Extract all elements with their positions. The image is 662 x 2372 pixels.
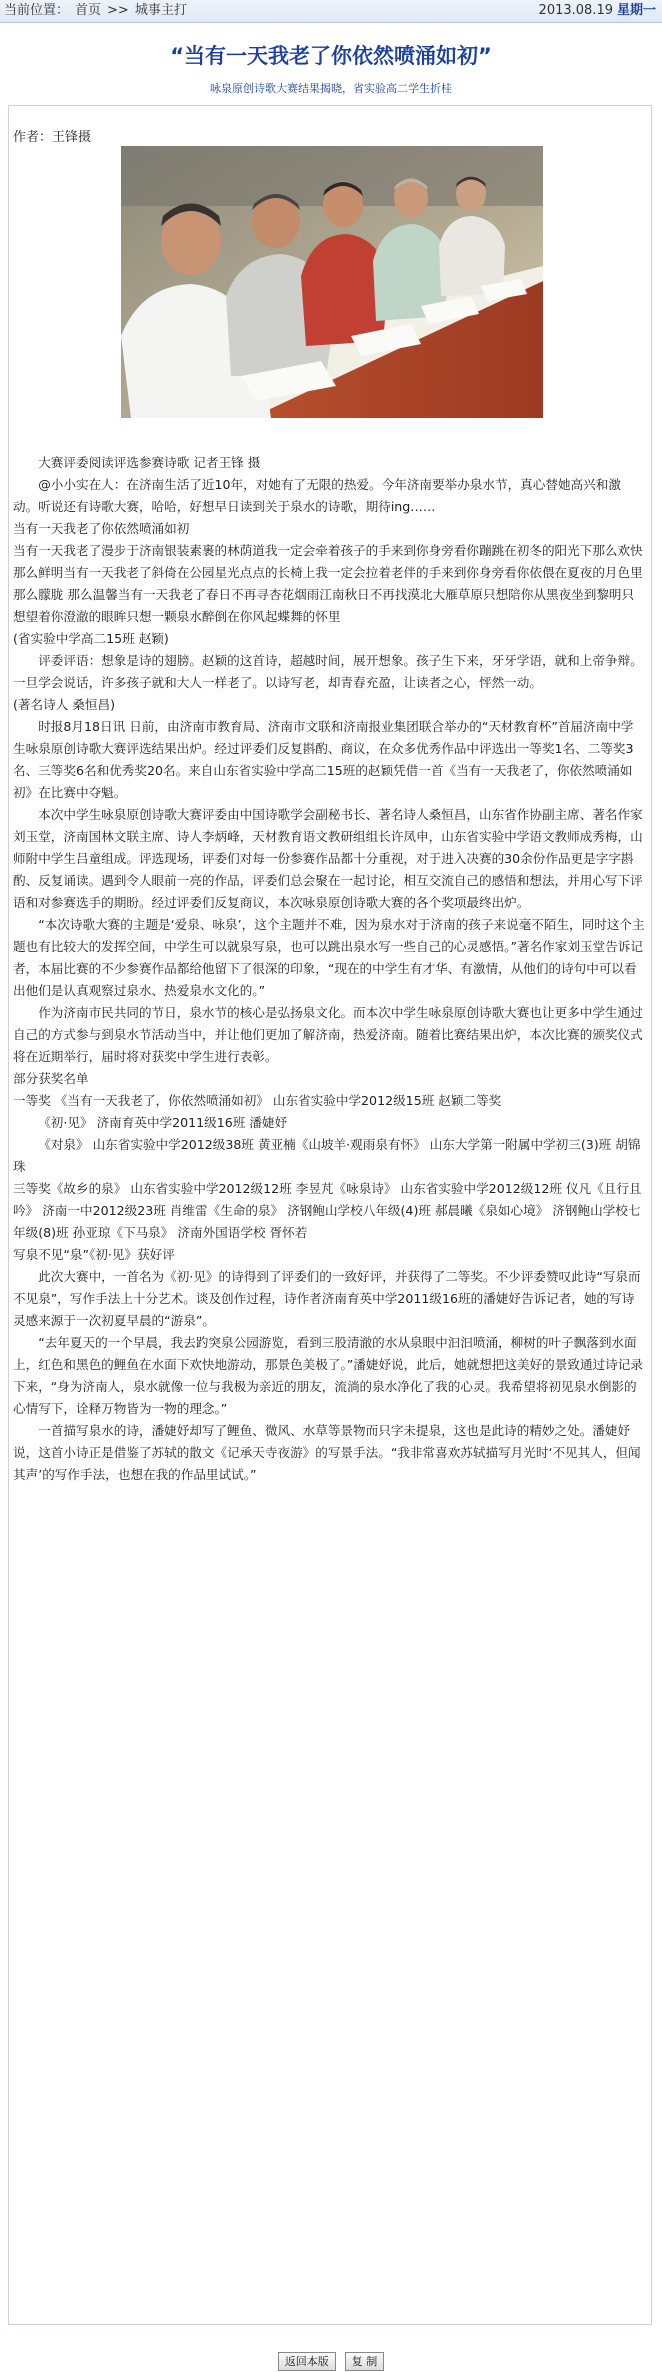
breadcrumb-home-link[interactable]: 首页 bbox=[75, 3, 102, 18]
article-paragraph: 作为济南市民共同的节日，泉水节的核心是弘扬泉文化。而本次中学生咏泉原创诗歌大赛也让更多中学生通过自己的方式参与到泉水节活动当中，并让他们更加了解济南，热爱济南。随着比赛结果出炉，本次比赛的颁奖仪式将在近期举行，届时将对获奖中学生进行表彰。 bbox=[13, 1005, 643, 1064]
top-bar bbox=[0, 0, 662, 23]
article-paragraph: 时报8月18日讯 日前，由济南市教育局、济南市文联和济南报业集团联合举办的“天材教育杯”首届济南中学生咏泉原创诗歌大赛评选结果出炉。经过评委们反复斟酌、商议，在众多优秀作品中评选出一等奖1名、二等奖3名、三等奖6名和优秀奖20名。来自山东省实验中学高二15班的赵颖凭借一首《当有一天我老了，你依然喷涌如初》在比赛中夺魁。 bbox=[13, 719, 634, 800]
date-text: 2013.08.19 bbox=[538, 3, 613, 18]
article-paragraph: 三等奖《故乡的泉》 山东省实验中学2012级12班 李昱芃《咏泉诗》 山东省实验中学2012级12班 仪凡《且行且吟》 济南一中2012级23班 肖维雷《生命的泉》 济钢鲍山学校八年级(4)班 郝晨曦《泉如心境》 济钢鲍山学校七年级(8)班 孙亚琼《下马泉》 济南外国语学校 胥怀若 bbox=[13, 1181, 642, 1240]
article-body bbox=[13, 452, 645, 1486]
article-paragraph: 一首描写泉水的诗，潘婕妤却写了鲤鱼、微风、水草等景物而只字未提泉，这也是此诗的精妙之处。潘婕妤说，这首小诗正是借鉴了苏轼的散文《记承天寺夜游》的写景手法。“我非常喜欢苏轼描写月光时‘不见其人，但闻其声’的写作手法，也想在我的作品里试试。” bbox=[13, 1423, 641, 1482]
article-paragraph: 写泉不见“泉”《初·见》获好评 bbox=[13, 1247, 175, 1262]
breadcrumb-section-link[interactable]: 城事主打 bbox=[134, 3, 187, 18]
date-display bbox=[539, 0, 656, 22]
weekday-text: 星期一 bbox=[616, 3, 656, 18]
article-paragraph: (省实验中学高二15班 赵颖) bbox=[13, 631, 169, 646]
judges-reading-photo bbox=[121, 146, 543, 418]
article-paragraph: @小小实在人：在济南生活了近10年，对她有了无限的热爱。今年济南要举办泉水节，真心替她高兴和激动。听说还有诗歌大赛，哈哈，好想早日读到关于泉水的诗歌，期待ing…… bbox=[13, 477, 621, 514]
article-paragraph: 当有一天我老了漫步于济南银装素裹的林荫道我一定会牵着孩子的手来到你身旁看你蹦跳在初冬的阳光下那么欢快 那么鲜明当有一天我老了斜倚在公园星光点点的长椅上我一定会拉着老伴的手来到你身旁看你依偎在夏夜的月色里那么朦胧 那么温馨当有一天我老了春日不再寻杏花烟雨江南秋日不再找漠北大雁草原只想陪你从黑夜坐到黎明只想望着你澄澈的眼眸只想一颗泉水醉倒在你风起蝶舞的怀里 bbox=[13, 543, 643, 624]
article-subtitle: 咏泉原创诗歌大赛结果揭晓，省实验高二学生折桂 bbox=[210, 82, 452, 95]
article-paragraph: “本次诗歌大赛的主题是‘爱泉、咏泉’，这个主题并不难，因为泉水对于济南的孩子来说毫不陌生，同时这个主题也有比较大的发挥空间，中学生可以就泉写泉，也可以跳出泉水写一些自己的心灵感悟。”著名作家刘玉堂告诉记者，本届比赛的不少参赛作品都给他留下了很深的印象，“现在的中学生有才华、有激情，从他们的诗句中可以看出他们是认真观察过泉水、热爱泉水文化的。” bbox=[13, 917, 645, 998]
article-paragraph: 部分获奖名单 bbox=[13, 1071, 89, 1086]
article-paragraph: 评委评语：想象是诗的翅膀。赵颖的这首诗，超越时间，展开想象。孩子生下来，牙牙学语，就和上帝争辩。一旦学会说话，许多孩子就和大人一样老了。以诗写老，却青春充盈，让读者之心，怦然一动。 bbox=[13, 653, 643, 690]
article-title: “当有一天我老了你依然喷涌如初” bbox=[170, 44, 492, 68]
breadcrumb bbox=[4, 0, 193, 22]
article-paragraph: 本次中学生咏泉原创诗歌大赛评委由中国诗歌学会副秘书长、著名诗人桑恒昌，山东省作协副主席、著名作家刘玉堂，济南国林文联主席、诗人李炳峰，天材教育语文教研组组长许凤申，山东省实验中学语文教师成秀梅，山师附中学生吕童组成。评选现场，评委们对每一份参赛作品都十分重视，对于进入决赛的30余份作品更是字字斟酌、反复诵读。遇到令人眼前一亮的作品，评委们总会聚在一起讨论，相互交流自己的感悟和想法，并用心写下评语和对参赛选手的期盼。经过评委们反复商议，本次咏泉原创诗歌大赛的各个奖项最终出炉。 bbox=[13, 807, 643, 910]
copy-button[interactable]: 复 制 bbox=[345, 2352, 385, 2371]
article-paragraph: 《初·见》 济南育英中学2011级16班 潘婕妤 bbox=[38, 1115, 288, 1130]
article-paragraph: (著名诗人 桑恒昌) bbox=[13, 697, 115, 712]
breadcrumb-separator: >> bbox=[107, 3, 129, 18]
article-paragraph: 《对泉》 山东省实验中学2012级38班 黄亚楠《山坡羊·观雨泉有怀》 山东大学第一附属中学初三(3)班 胡锦珠 bbox=[13, 1137, 641, 1174]
article-paragraph: 当有一天我老了你依然喷涌如初 bbox=[13, 521, 190, 536]
article-author: 作者：王锋摄 bbox=[13, 130, 92, 145]
breadcrumb-prefix: 当前位置： bbox=[4, 3, 70, 18]
bottom-buttons bbox=[0, 2352, 662, 2371]
article-photo bbox=[121, 146, 543, 418]
article-paragraph: “去年夏天的一个早晨，我去趵突泉公园游览，看到三股清澈的水从泉眼中汩汩喷涌，柳树的叶子飘落到水面上，红色和黑色的鲤鱼在水面下欢快地游动，那景色美极了。”潘婕妤说，此后，她就想把这美好的景致通过诗记录下来，“身为济南人，泉水就像一位与我极为亲近的朋友，流淌的泉水净化了我的心灵。我希望将初见泉水倒影的心情写下，诠释万物皆为一物的理念。” bbox=[13, 1335, 643, 1416]
article-content bbox=[8, 105, 652, 2325]
back-to-page-button[interactable]: 返回本版 bbox=[278, 2352, 336, 2371]
article-paragraph: 大赛评委阅读评选参赛诗歌 记者王锋 摄 bbox=[38, 455, 261, 470]
article-paragraph: 此次大赛中，一首名为《初·见》的诗得到了评委们的一致好评，并获得了二等奖。不少评委赞叹此诗“写泉而不见泉”，写作手法上十分艺术。谈及创作过程，诗作者济南育英中学2011级16班的潘婕妤告诉记者，她的写诗灵感来源于一次初夏早晨的“游泉”。 bbox=[13, 1269, 641, 1328]
article-paragraph: 一等奖 《当有一天我老了，你依然喷涌如初》 山东省实验中学2012级15班 赵颖二等奖 bbox=[13, 1093, 502, 1108]
